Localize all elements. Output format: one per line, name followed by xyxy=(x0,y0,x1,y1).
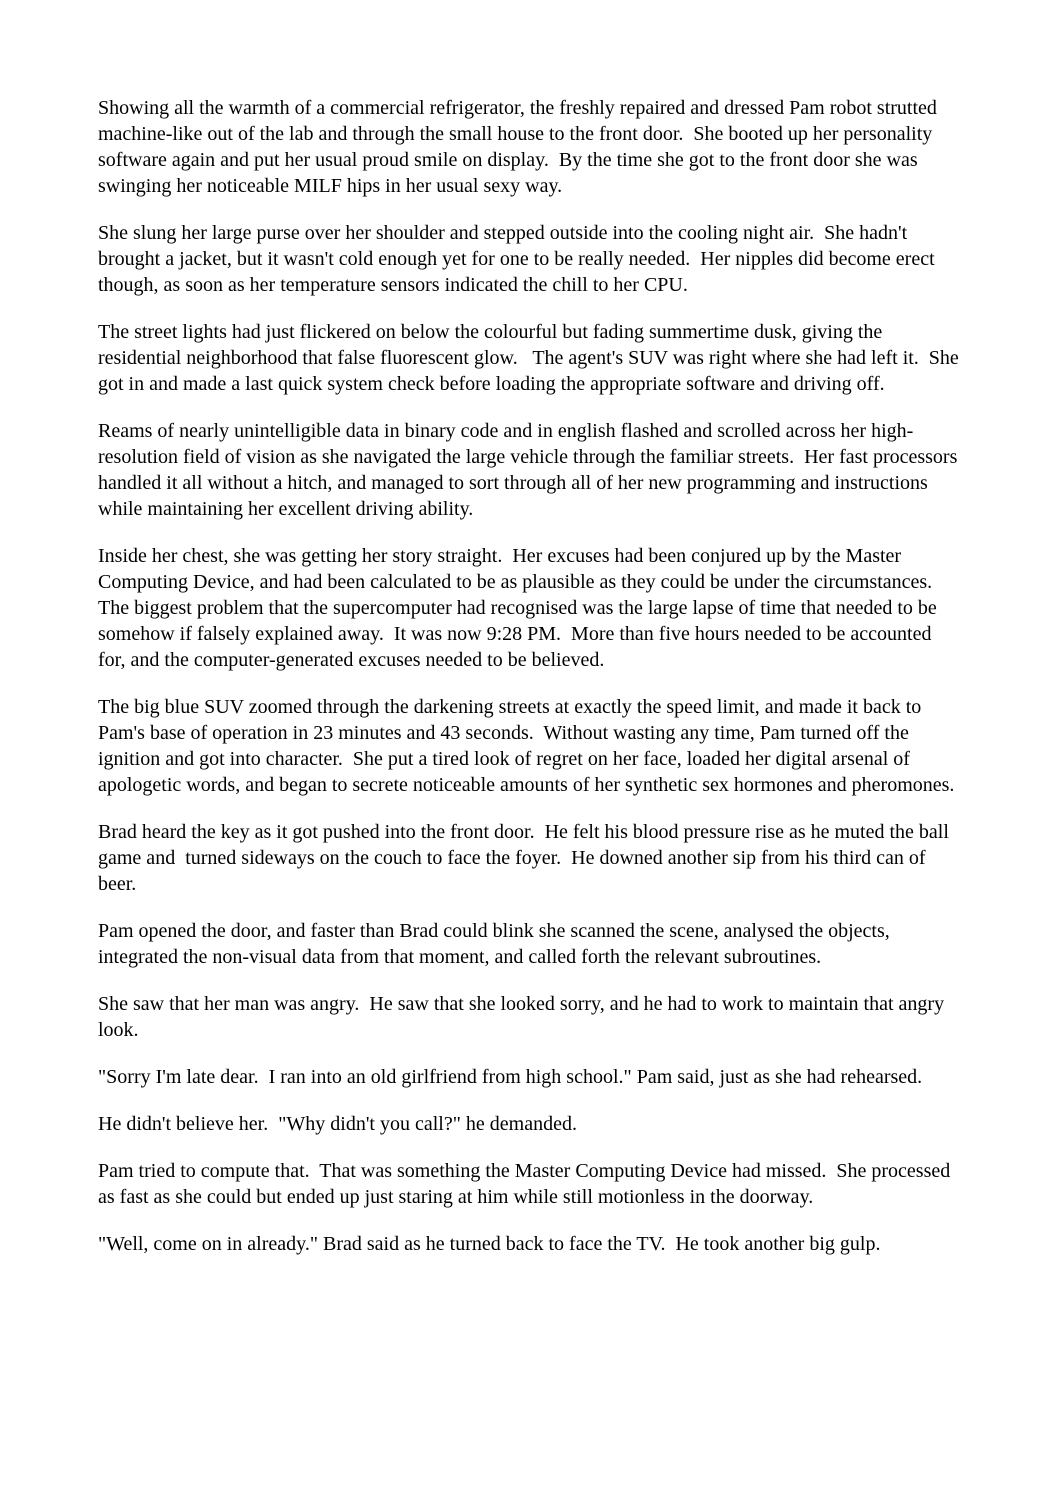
paragraph: The big blue SUV zoomed through the darkening streets at exactly the speed limit, and made it back to Pam's base of operation in 23 minutes and 43 seconds. Without wasting any time, Pam turned off the ignition and got into character. She put a tired look of regret on her face, loaded her digital arsenal of apologetic words, and began to secrete noticeable amounts of her synthetic sex hormones and pheromones. xyxy=(98,696,955,796)
paragraph: The street lights had just flickered on below the colourful but fading summertime dusk, giving the residential neighborhood that false fluorescent glow. The agent's SUV was right where she had left it. She got in and made a last quick system check before loading the appropriate software and driving off. xyxy=(98,321,964,395)
paragraph: "Well, come on in already." Brad said as he turned back to face the TV. He took another big gulp. xyxy=(98,1233,881,1255)
paragraph: Brad heard the key as it got pushed into the front door. He felt his blood pressure rise as he muted the ball game and turned sideways on the couch to face the foyer. He downed another sip from his third can of beer. xyxy=(98,821,954,895)
paragraph: Pam tried to compute that. That was something the Master Computing Device had missed. She processed as fast as she could but ended up just staring at him while still motionless in the doorway. xyxy=(98,1160,956,1208)
paragraph: Pam opened the door, and faster than Brad could blink she scanned the scene, analysed the objects, integrated the non-visual data from that moment, and called forth the relevant subroutines. xyxy=(98,920,895,968)
paragraph: Showing all the warmth of a commercial refrigerator, the freshly repaired and dressed Pam robot strutted machine-like out of the lab and through the small house to the front door. She booted up her personality software again and put her usual proud smile on display. By the time she got to the front door she was swinging her noticeable MILF hips in her usual sexy way. xyxy=(98,97,942,197)
paragraph: Inside her chest, she was getting her story straight. Her excuses had been conjured up by the Master Computing Device, and had been calculated to be as plausible as they could be under the circumstances. The biggest problem that the supercomputer had recognised was the large lapse of time that needed to be somehow if falsely explained away. It was now 9:28 PM. More than five hours needed to be accounted for, and the computer-generated excuses needed to be believed. xyxy=(98,545,942,671)
paragraph: He didn't believe her. "Why didn't you call?" he demanded. xyxy=(98,1113,577,1135)
paragraph: She saw that her man was angry. He saw that she looked sorry, and he had to work to maintain that angry look. xyxy=(98,993,950,1041)
paragraph: "Sorry I'm late dear. I ran into an old girlfriend from high school." Pam said, just as she had rehearsed. xyxy=(98,1066,923,1088)
paragraph: Reams of nearly unintelligible data in binary code and in english flashed and scrolled across her high-resolution field of vision as she navigated the large vehicle through the familiar streets. Her fast processors handled it all without a hitch, and managed to sort through all of her new programming and instructions while maintaining her excellent driving ability. xyxy=(98,420,963,520)
paragraph: She slung her large purse over her shoulder and stepped outside into the cooling night air. She hadn't brought a jacket, but it wasn't cold enough yet for one to be really needed. Her nipples did become erect though, as soon as her temperature sensors indicated the chill to her CPU. xyxy=(98,222,940,296)
